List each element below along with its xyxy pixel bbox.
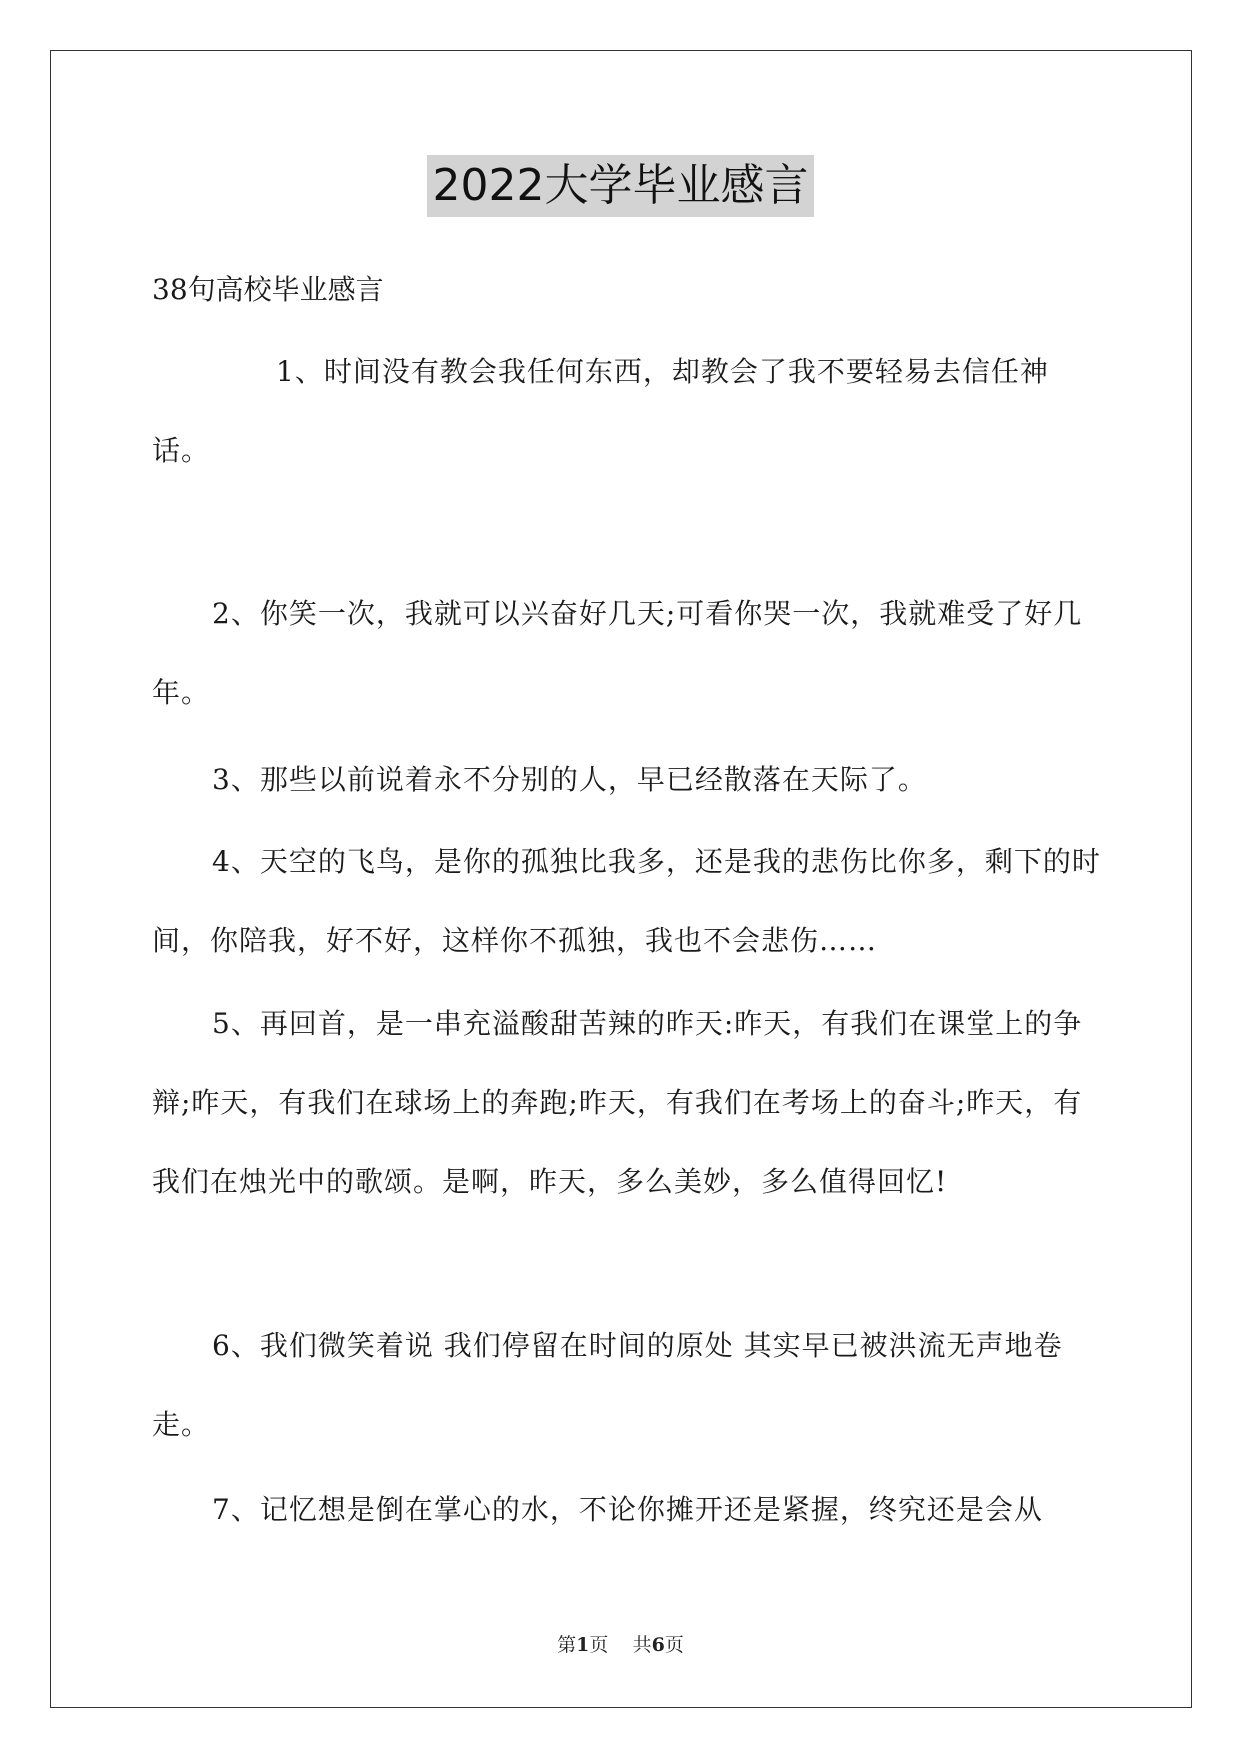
footer-page-total: 6	[651, 1634, 665, 1656]
paragraph-4: 4、天空的飞鸟，是你的孤独比我多，还是我的悲伤比你多，剩下的时间，你陪我，好不好，这样你不孤独，我也不会悲伤……	[152, 845, 1101, 957]
paragraph-1: 1、时间没有教会我任何东西，却教会了我不要轻易去信任神话。	[152, 355, 1049, 467]
paragraph-5: 5、再回首，是一串充溢酸甜苦辣的昨天:昨天，有我们在课堂上的争辩;昨天，有我们在球场上的奔跑;昨天，有我们在考场上的奋斗;昨天，有我们在烛光中的歌颂。是啊，昨天，多么美妙，多么值得回忆!	[152, 1007, 1083, 1198]
paragraph-7: 7、记忆想是倒在掌心的水，不论你摊开还是紧握，终究还是会从	[212, 1493, 1043, 1526]
page-footer	[0, 1630, 1241, 1657]
footer-page-current: 1	[576, 1634, 590, 1656]
footer-page-suffix: 页	[589, 1634, 609, 1656]
footer-total-prefix: 共	[632, 1634, 652, 1656]
paragraph-2: 2、你笑一次，我就可以兴奋好几天;可看你哭一次，我就难受了好几年。	[152, 597, 1083, 709]
document-title: 2022大学毕业感言	[427, 155, 815, 217]
paragraph-6: 6、我们微笑着说 我们停留在时间的原处 其实早已被洪流无声地卷走。	[152, 1329, 1063, 1441]
title-container	[0, 155, 1241, 217]
footer-page-prefix: 第	[557, 1634, 577, 1656]
footer-total-suffix: 页	[664, 1634, 684, 1656]
document-subtitle: 38句高校毕业感言	[152, 273, 384, 306]
paragraph-3: 3、那些以前说着永不分别的人，早已经散落在天际了。	[212, 763, 927, 796]
